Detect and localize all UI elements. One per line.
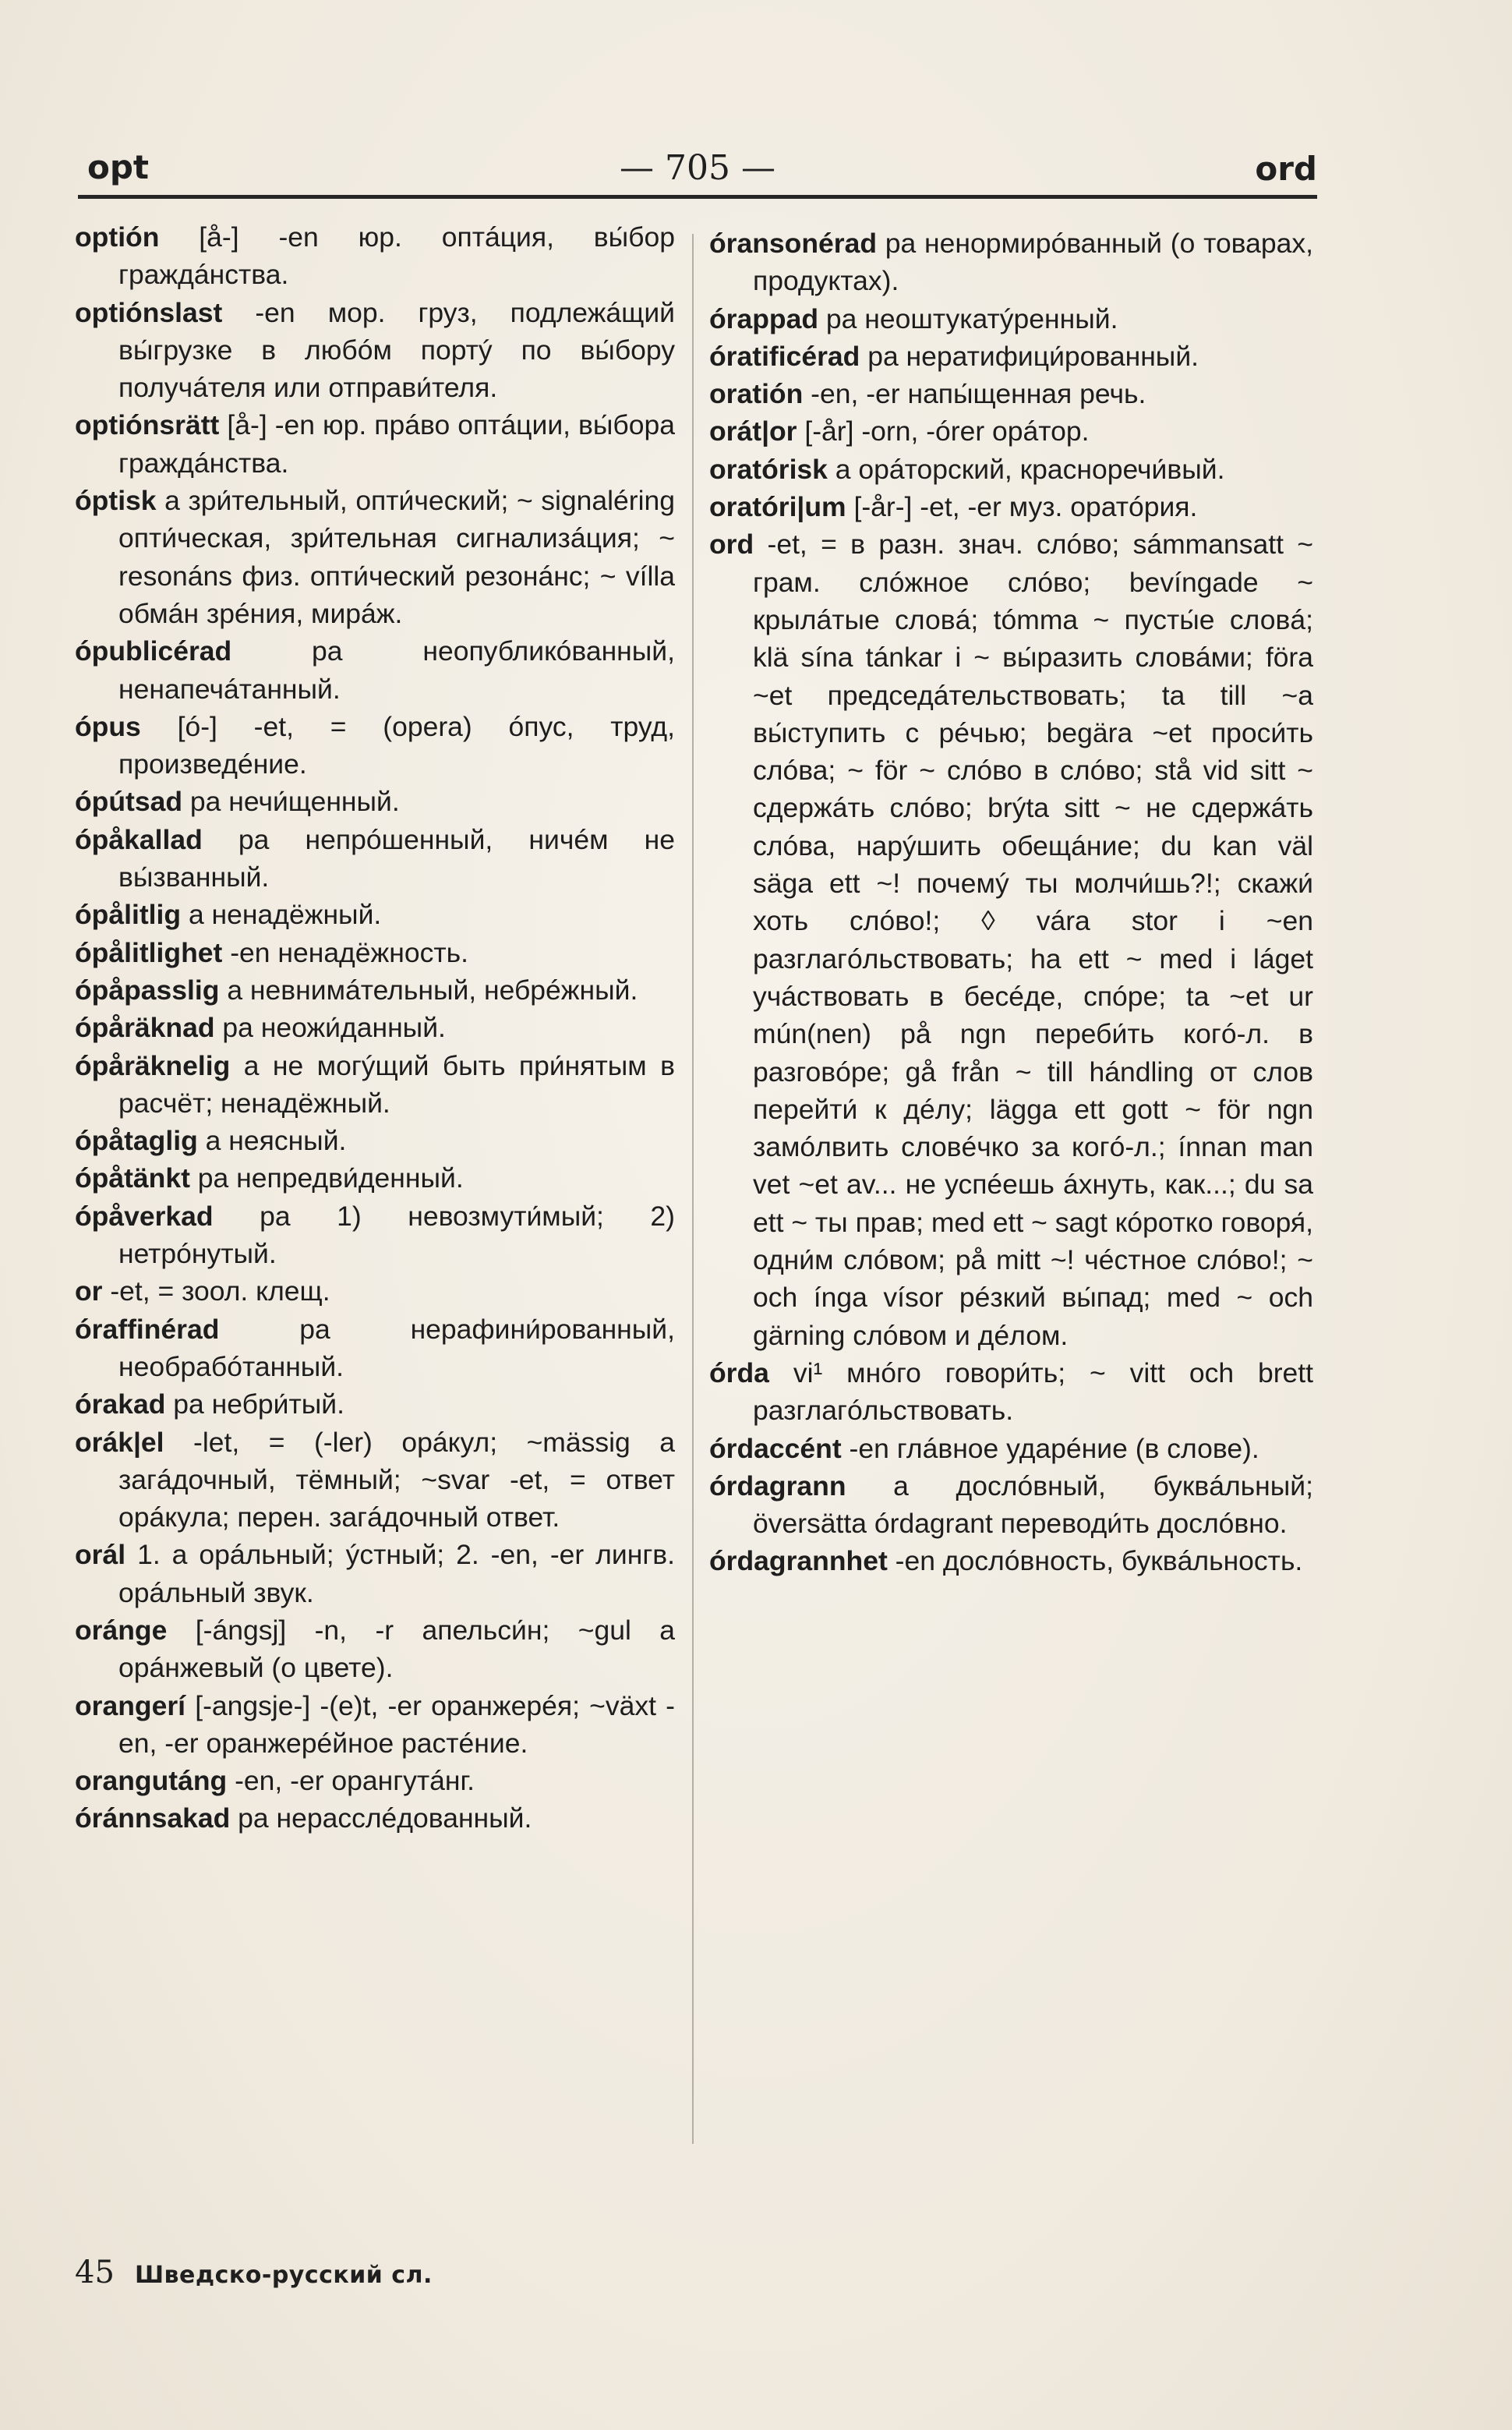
page-header bbox=[78, 145, 1317, 200]
page-number: — 705 — bbox=[620, 148, 775, 188]
dictionary-entry bbox=[709, 1542, 1313, 1579]
entry-headword: optiónsrätt bbox=[75, 409, 220, 441]
header-left-guide-word: opt bbox=[87, 148, 149, 186]
entry-definition: [å-] -en юр. прáво оптáции, вы́бора граждáнства. bbox=[118, 409, 675, 479]
entry-headword: or bbox=[75, 1275, 103, 1307]
dictionary-entry bbox=[75, 783, 675, 820]
dictionary-entry bbox=[709, 412, 1313, 450]
entry-definition: a зри́тельный, опти́ческий; ~ signaléring опти́ческая, зри́тельная сигнализáция; ~ resonáns физ. опти́ческий резонáнс; ~ vílla обмáн зрéния, мирáж. bbox=[118, 485, 675, 629]
entry-definition: a ненадёжный. bbox=[181, 899, 382, 931]
entry-headword: ópútsad bbox=[75, 786, 183, 818]
entry-definition: [-angsje-] -(e)t, -er оранжерéя; ~växt -en, -er оранжерéйное растéние. bbox=[118, 1689, 675, 1759]
dictionary-entry bbox=[75, 1762, 675, 1799]
entry-definition: pa нерафини́рованный, необрабóтанный. bbox=[118, 1313, 675, 1382]
entry-headword: ópåverkad bbox=[75, 1200, 214, 1232]
dictionary-entry bbox=[75, 708, 675, 783]
entry-headword: óratificérad bbox=[709, 340, 860, 372]
dictionary-entry bbox=[75, 971, 675, 1009]
entry-headword: óptisk bbox=[75, 485, 157, 517]
entry-definition: -en глáвное ударéние (в слове). bbox=[841, 1432, 1259, 1464]
dictionary-entry bbox=[75, 934, 675, 971]
entry-headword: órappad bbox=[709, 302, 819, 334]
entry-headword: oránge bbox=[75, 1614, 168, 1646]
entry-definition: pa ненормирóванный (о товарах, продуктах). bbox=[753, 228, 1313, 297]
signature-number: 45 bbox=[75, 2255, 115, 2290]
dictionary-entry bbox=[75, 1385, 675, 1423]
entry-headword: ópåtaglig bbox=[75, 1125, 198, 1157]
header-rule bbox=[78, 195, 1317, 199]
dictionary-entry bbox=[75, 1122, 675, 1159]
right-column bbox=[709, 225, 1313, 1580]
entry-headword: oratión bbox=[709, 378, 804, 410]
entry-headword: óránnsakad bbox=[75, 1802, 231, 1834]
dictionary-entry bbox=[75, 1799, 675, 1837]
entry-headword: ópåpasslig bbox=[75, 974, 220, 1006]
entry-definition: pa неоштукатýренный. bbox=[818, 302, 1118, 334]
dictionary-entry bbox=[75, 1047, 675, 1123]
entry-headword: orál bbox=[75, 1539, 126, 1571]
page-footer bbox=[75, 2255, 433, 2290]
entry-headword: orák|el bbox=[75, 1426, 164, 1458]
dictionary-entry bbox=[709, 300, 1313, 338]
entry-headword: optiónslast bbox=[75, 296, 223, 328]
entry-definition: -en дослóвность, буквáльность. bbox=[887, 1545, 1303, 1577]
dictionary-entry bbox=[75, 1536, 675, 1611]
dictionary-entry bbox=[75, 1424, 675, 1537]
entry-definition: -en, -er напы́щенная речь. bbox=[803, 378, 1146, 410]
entry-definition: pa неопубликóванный, ненапечáтанный. bbox=[118, 635, 675, 705]
entry-headword: ópålitlighet bbox=[75, 936, 223, 968]
entry-definition: a не могýщий быть при́нятым в расчёт; ненадёжный. bbox=[118, 1049, 675, 1119]
entry-definition: -en мор. груз, подлежáщий вы́грузке в любóм портý по вы́бору получáтеля или отправи́теля. bbox=[118, 296, 675, 404]
dictionary-entry bbox=[75, 294, 675, 407]
entry-headword: oratóri|um bbox=[709, 491, 846, 523]
entry-headword: órda bbox=[709, 1356, 769, 1388]
entry-definition: [-år] -orn, -órer орáтор. bbox=[797, 416, 1090, 447]
header-right-guide-word: ord bbox=[1255, 150, 1317, 188]
entry-headword: órdaccént bbox=[709, 1432, 842, 1464]
entry-definition: pa нечи́щенный. bbox=[182, 786, 400, 818]
dictionary-entry bbox=[75, 406, 675, 482]
entry-headword: ópålitlig bbox=[75, 899, 182, 931]
dictionary-entry bbox=[709, 375, 1313, 412]
entry-definition: pa неожи́данный. bbox=[214, 1012, 446, 1044]
entry-definition: pa 1) невозмути́мый; 2) нетрóнутый. bbox=[118, 1200, 675, 1270]
dictionary-entry bbox=[709, 488, 1313, 525]
entry-definition: pa небри́тый. bbox=[165, 1388, 344, 1420]
signature-title: Шведско-русский сл. bbox=[135, 2262, 433, 2289]
dictionary-entry bbox=[75, 896, 675, 933]
dictionary-entry bbox=[75, 1009, 675, 1046]
entry-definition: pa нерасслéдованный. bbox=[230, 1802, 532, 1834]
dictionary-entry bbox=[75, 1197, 675, 1273]
entry-definition: pa нератифици́рованный. bbox=[860, 340, 1199, 372]
dictionary-entry bbox=[75, 1611, 675, 1687]
dictionary-entry bbox=[75, 632, 675, 708]
entry-definition: -et, = в разн. знач. слóво; sámmansatt ~ грам. слóжное слóво; bevíngade ~ крылáтые словá; tómma ~ пусты́е словá; klä sína tánkar i ~ вы́разить словáми; föra ~et председáтельствовать; ta till ~a вы́ступить с рéчью; begära ~et проси́ть слóва; ~ för ~ слóво в слóво; stå vid sitt ~ сдержáть слóво; brýta sitt ~ не сдержáть слóва, нарýшить обещáние; du kan väl säga ett ~! почемý ты молчи́шь?!; скажи́ хоть слóво!; ◊ vára stor i ~en разглагóльствовать; ha ett ~ med i láget учáствовать в бесéде, спóре; ta ~et ur mún(nen) på ngn переби́ть когó-л. в разговóре; gå från ~ till hándling от слов перейти́ к дéлу; lägga ett gott ~ för ngn замóлвить словéчко за когó-л.; ínnan man vet ~et av... не успéешь áхнуть, как...; du sa ett ~ ты прав; med ett ~ sagt кóротко говоря́, одни́м слóвом; på mitt ~! чéстное слóво!; ~ och ínga vísor рéзкий вы́пад; med ~ och gärning слóвом и дéлом. bbox=[753, 529, 1313, 1351]
entry-headword: ópåräknad bbox=[75, 1012, 215, 1044]
entry-headword: ópublicérad bbox=[75, 635, 232, 667]
entry-definition: vi¹ мнóго говори́ть; ~ vitt och brett разглагóльствовать. bbox=[753, 1356, 1313, 1427]
entry-definition: pa непредви́денный. bbox=[189, 1162, 464, 1194]
entry-definition: -et, = зоол. клещ. bbox=[102, 1275, 330, 1307]
entry-definition: a дослóвный, буквáльный; översätta órdagrant переводи́ть дослóвно. bbox=[753, 1470, 1313, 1540]
entry-definition: [å-] -en юр. оптáция, вы́бор граждáнства. bbox=[118, 221, 675, 291]
entry-headword: óransonérad bbox=[709, 228, 878, 259]
dictionary-entry bbox=[75, 482, 675, 632]
entry-definition: a орáторский, красноречи́вый. bbox=[827, 453, 1225, 485]
entry-definition: a неясный. bbox=[197, 1125, 347, 1157]
dictionary-entry bbox=[75, 1272, 675, 1310]
dictionary-entry bbox=[709, 1467, 1313, 1543]
entry-headword: optión bbox=[75, 221, 160, 253]
entry-headword: órakad bbox=[75, 1388, 166, 1420]
entry-headword: orát|or bbox=[709, 416, 797, 447]
entry-definition: [-ángsj] -n, -r апельси́н; ~gul a орáнжевый (о цвете). bbox=[118, 1614, 675, 1684]
entry-definition: -let, = (-ler) орáкул; ~mässig a загáдочный, тёмный; ~svar -et, = ответ орáкула; перен. загáдочный ответ. bbox=[118, 1426, 675, 1533]
dictionary-entry bbox=[709, 1354, 1313, 1430]
dictionary-entry bbox=[75, 218, 675, 294]
entry-headword: ópåräknelig bbox=[75, 1049, 231, 1081]
entry-headword: ópåkallad bbox=[75, 823, 203, 855]
entry-headword: órdagrannhet bbox=[709, 1545, 888, 1577]
entry-definition: [-år-] -et, -er муз. оратóрия. bbox=[846, 491, 1198, 523]
entry-headword: orangerí bbox=[75, 1689, 186, 1721]
dictionary-entry bbox=[75, 821, 675, 897]
entry-headword: ord bbox=[709, 529, 754, 561]
dictionary-entry bbox=[709, 451, 1313, 488]
dictionary-entry bbox=[75, 1687, 675, 1763]
entry-definition: a невнимáтельный, небрéжный. bbox=[219, 974, 638, 1006]
dictionary-entry bbox=[709, 338, 1313, 375]
entry-headword: oratórisk bbox=[709, 453, 828, 485]
entry-headword: órdagrann bbox=[709, 1470, 846, 1502]
dictionary-entry bbox=[75, 1311, 675, 1386]
entry-definition: -en ненадёжность. bbox=[222, 936, 468, 968]
dictionary-entry bbox=[709, 525, 1313, 1354]
dictionary-entry bbox=[709, 225, 1313, 300]
entry-headword: ópåtänkt bbox=[75, 1162, 190, 1194]
dictionary-entry bbox=[75, 1159, 675, 1197]
dictionary-entry bbox=[709, 1430, 1313, 1467]
entry-definition: -en, -er орангутáнг. bbox=[227, 1765, 475, 1797]
column-divider bbox=[692, 234, 694, 2144]
entry-definition: 1. a орáльный; ýстный; 2. -en, -er лингв. орáльный звук. bbox=[118, 1539, 675, 1608]
entry-headword: ópus bbox=[75, 710, 141, 742]
entry-definition: pa непрóшенный, ничéм не вы́званный. bbox=[118, 823, 675, 893]
entry-headword: orangutáng bbox=[75, 1765, 228, 1797]
entry-definition: [ó-] -et, = (opera) óпус, труд, произведéние. bbox=[118, 710, 675, 780]
entry-headword: óraffinérad bbox=[75, 1313, 220, 1345]
left-column bbox=[75, 218, 675, 1838]
